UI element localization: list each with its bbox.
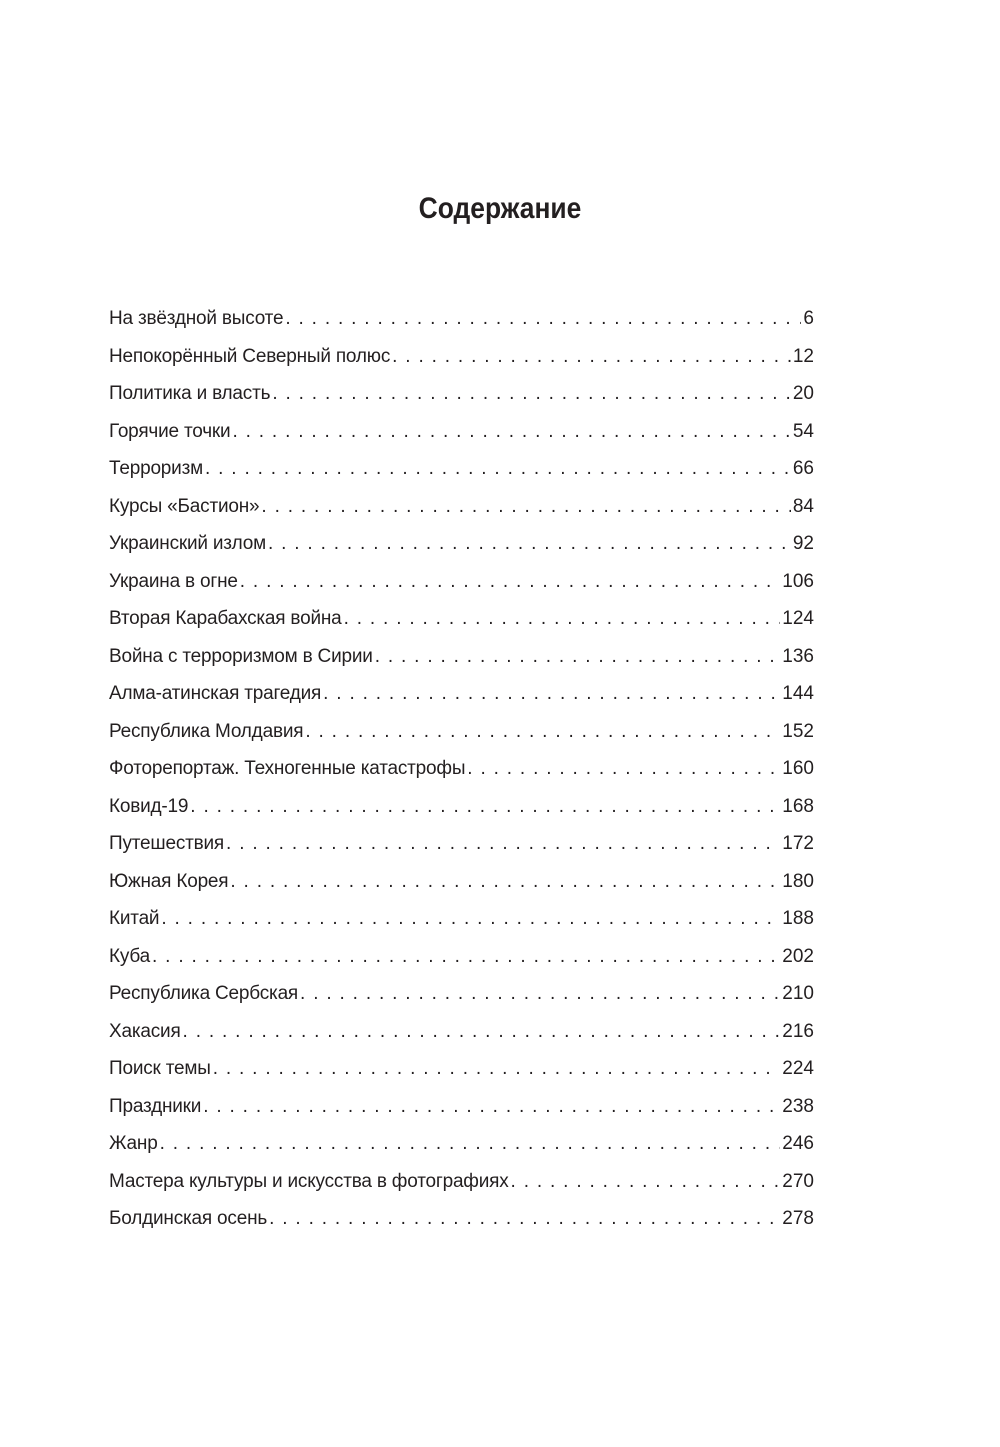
toc-page-number: 278 bbox=[782, 1208, 814, 1229]
toc-entry-title: Терроризм bbox=[109, 458, 203, 479]
toc-page-number: 106 bbox=[782, 570, 814, 592]
toc-entry[interactable] bbox=[109, 1163, 814, 1201]
toc-entry-title: Праздники bbox=[109, 1095, 202, 1117]
toc-dot-leader bbox=[269, 1200, 780, 1238]
toc-entry-title: Куба bbox=[109, 945, 150, 967]
toc-dot-leader bbox=[226, 825, 780, 863]
toc-entry[interactable] bbox=[109, 675, 814, 713]
toc-entry[interactable] bbox=[109, 825, 814, 863]
toc-dot-leader bbox=[232, 413, 790, 451]
toc-page-number: 92 bbox=[792, 533, 814, 554]
toc-page-number: 270 bbox=[782, 1170, 814, 1192]
toc-entry-title: Южная Корея bbox=[109, 870, 229, 892]
toc-dot-leader bbox=[213, 1050, 781, 1088]
toc-dot-leader bbox=[205, 450, 791, 488]
toc-dot-leader bbox=[272, 375, 791, 413]
toc-page-number: 180 bbox=[782, 870, 814, 892]
toc-dot-leader bbox=[305, 713, 780, 751]
toc-dot-leader bbox=[344, 600, 781, 638]
toc-entry[interactable] bbox=[109, 750, 814, 788]
toc-entry[interactable] bbox=[109, 488, 814, 526]
toc-entry-title: Вторая Карабахская война bbox=[109, 608, 342, 629]
toc-entry[interactable] bbox=[109, 788, 814, 826]
toc-page-number: 144 bbox=[782, 683, 814, 704]
toc-entry-title: Хакасия bbox=[109, 1020, 181, 1042]
toc-entry-title: Республика Сербская bbox=[109, 983, 299, 1004]
toc-page-number: 152 bbox=[782, 720, 814, 742]
toc-dot-leader bbox=[152, 938, 780, 976]
toc-entry[interactable] bbox=[109, 1088, 814, 1126]
toc-dot-leader bbox=[161, 900, 780, 938]
toc-dot-leader bbox=[183, 1013, 781, 1051]
toc-dot-leader bbox=[230, 863, 780, 901]
toc-entry[interactable] bbox=[109, 863, 814, 901]
toc-dot-leader bbox=[268, 525, 791, 563]
toc-entry-title: Фоторепортаж. Техногенные катастрофы bbox=[109, 758, 466, 779]
toc-entry-title: Война с терроризмом в Сирии bbox=[109, 645, 373, 667]
toc-entry[interactable] bbox=[109, 713, 814, 751]
toc-entry-title: Китай bbox=[109, 908, 160, 929]
toc-page-number: 210 bbox=[782, 983, 814, 1004]
toc-dot-leader bbox=[375, 638, 781, 676]
toc-entry-title: Политика и власть bbox=[109, 383, 271, 404]
toc-page-number: 246 bbox=[782, 1133, 814, 1154]
toc-entry[interactable] bbox=[109, 900, 814, 938]
toc-page-number: 224 bbox=[782, 1058, 814, 1079]
toc-entry[interactable] bbox=[109, 413, 814, 451]
toc-entry[interactable] bbox=[109, 300, 814, 338]
toc-page-number: 6 bbox=[803, 308, 814, 329]
toc-entry-title: Поиск темы bbox=[109, 1058, 211, 1079]
toc-dot-leader bbox=[300, 975, 780, 1013]
toc-page-number: 66 bbox=[792, 458, 814, 479]
toc-entry-title: Путешествия bbox=[109, 833, 225, 854]
toc-entry[interactable] bbox=[109, 338, 814, 376]
toc-page-number: 172 bbox=[782, 833, 814, 854]
toc-entry[interactable] bbox=[109, 375, 814, 413]
toc-entry[interactable] bbox=[109, 1125, 814, 1163]
toc-entry-title: Мастера культуры и искусства в фотографиях bbox=[109, 1170, 509, 1192]
toc-page-number: 12 bbox=[792, 345, 814, 367]
toc-page-number: 160 bbox=[782, 758, 814, 779]
toc-dot-leader bbox=[240, 563, 781, 601]
toc-entry-title: На звёздной высоте bbox=[109, 308, 284, 329]
page-title: Содержание bbox=[418, 192, 582, 225]
toc-entry-title: Республика Молдавия bbox=[109, 720, 304, 742]
toc-entry-title: Алма-атинская трагедия bbox=[109, 683, 322, 704]
toc-dot-leader bbox=[203, 1088, 780, 1126]
toc-entry-title: Ковид-19 bbox=[109, 795, 189, 817]
toc-entry[interactable] bbox=[109, 975, 814, 1013]
toc-entry[interactable] bbox=[109, 600, 814, 638]
toc-page-number: 136 bbox=[782, 645, 814, 667]
toc-entry-title: Украина в огне bbox=[109, 570, 238, 592]
toc-entry[interactable] bbox=[109, 450, 814, 488]
toc-page-number: 54 bbox=[792, 420, 814, 442]
toc-page-number: 20 bbox=[792, 383, 814, 404]
toc-entry[interactable] bbox=[109, 938, 814, 976]
toc-dot-leader bbox=[285, 300, 801, 338]
toc-entry-title: Жанр bbox=[109, 1133, 158, 1154]
toc-page-number: 202 bbox=[782, 945, 814, 967]
toc-dot-leader bbox=[261, 488, 790, 526]
toc-entry-title: Украинский излом bbox=[109, 533, 266, 554]
toc-entry-title: Болдинская осень bbox=[109, 1208, 268, 1229]
toc-page-number: 216 bbox=[782, 1020, 814, 1042]
table-of-contents bbox=[109, 300, 814, 1238]
toc-dot-leader bbox=[160, 1125, 781, 1163]
toc-dot-leader bbox=[511, 1163, 781, 1201]
toc-dot-leader bbox=[467, 750, 780, 788]
toc-dot-leader bbox=[392, 338, 791, 376]
toc-entry[interactable] bbox=[109, 525, 814, 563]
toc-entry-title: Курсы «Бастион» bbox=[109, 495, 260, 517]
toc-entry[interactable] bbox=[109, 638, 814, 676]
toc-dot-leader bbox=[323, 675, 780, 713]
toc-entry-title: Горячие точки bbox=[109, 420, 231, 442]
toc-entry[interactable] bbox=[109, 563, 814, 601]
toc-page-number: 168 bbox=[782, 795, 814, 817]
toc-entry[interactable] bbox=[109, 1200, 814, 1238]
toc-entry-title: Непокорённый Северный полюс bbox=[109, 345, 391, 367]
toc-dot-leader bbox=[190, 788, 780, 826]
toc-page-number: 124 bbox=[782, 608, 814, 629]
toc-entry[interactable] bbox=[109, 1050, 814, 1088]
toc-page-number: 188 bbox=[782, 908, 814, 929]
toc-page-number: 84 bbox=[792, 495, 814, 517]
toc-page-number: 238 bbox=[782, 1095, 814, 1117]
toc-entry[interactable] bbox=[109, 1013, 814, 1051]
